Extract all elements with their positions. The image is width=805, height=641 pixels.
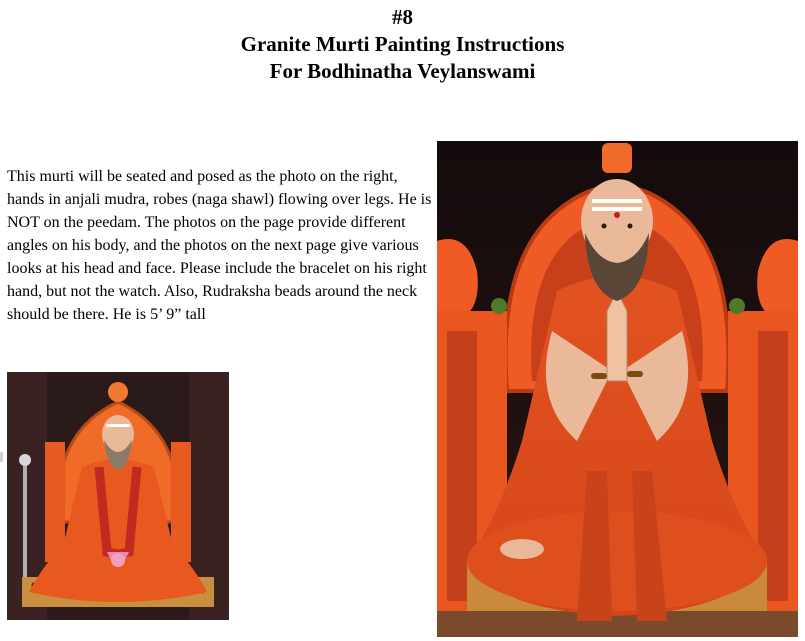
- secondary-photo-illustration: [7, 372, 229, 620]
- secondary-photo: [7, 372, 229, 620]
- main-photo-illustration: [437, 141, 798, 637]
- page-title: Granite Murti Painting Instructions: [240, 32, 565, 56]
- instructions-paragraph: This murti will be seated and posed as the photo on the right, hands in anjali mudra, robes (naga shawl) flowing over legs. He is NOT on the peedam. The photos on the page provide different angles on his body, and the photos on the next page give various looks at his head and face. Please include the bracelet on his right hand, but not the watch. Also, Rudraksha beads around the neck should be there. He is 5’ 9” tall: [7, 168, 432, 323]
- page-edge-mark: [0, 452, 3, 462]
- page-header: [0, 4, 805, 85]
- page-subtitle: For Bodhinatha Veylanswami: [269, 59, 536, 83]
- page-number: #8: [392, 5, 413, 29]
- main-photo: [437, 141, 798, 637]
